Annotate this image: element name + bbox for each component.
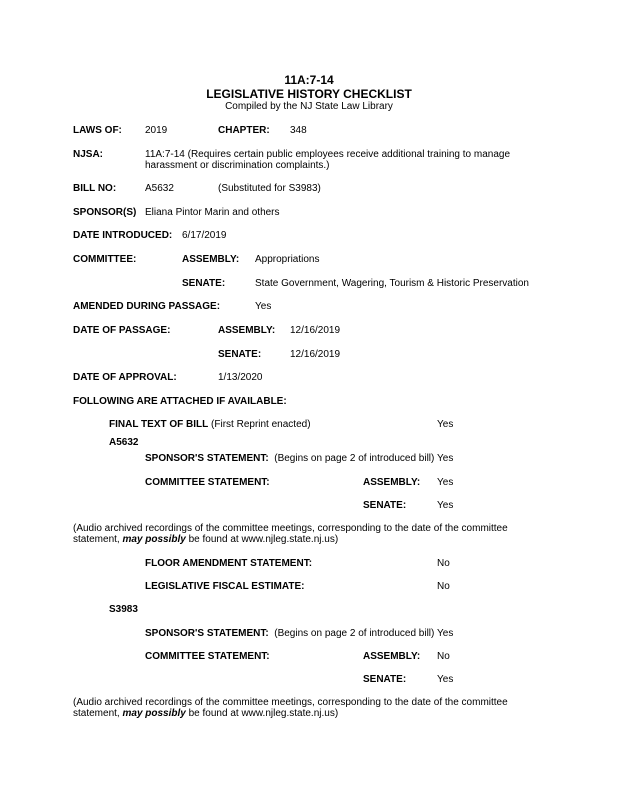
s3983-sponsor-note: (Begins on page 2 of introduced bill)	[274, 628, 435, 639]
a5632-sponsor-label: SPONSOR'S STATEMENT:	[145, 453, 269, 464]
s3983-audio-emphasis: may possibly	[122, 708, 186, 719]
s3983-audio-note-line1: (Audio archived recordings of the committee meetings, corresponding to the date of the committee	[73, 697, 508, 708]
chapter-label: CHAPTER:	[218, 125, 270, 136]
s3983-bill-number: S3983	[109, 604, 138, 615]
a5632-fiscal-value: No	[437, 581, 450, 592]
s3983-committee-senate-label: SENATE:	[363, 674, 407, 685]
a5632-committee-senate-label: SENATE:	[363, 500, 407, 511]
a5632-sponsor-row	[145, 453, 434, 465]
a5632-sponsor-value: Yes	[437, 453, 454, 464]
a5632-floor-value: No	[437, 558, 450, 569]
committee-senate-value: State Government, Wagering, Tourism & Historic Preservation	[255, 278, 529, 289]
njsa-description-line2: harassment or discrimination complaints.)	[145, 160, 330, 171]
s3983-sponsor-value: Yes	[437, 628, 454, 639]
chapter-value: 348	[290, 125, 307, 136]
a5632-fiscal-label: LEGISLATIVE FISCAL ESTIMATE:	[145, 581, 305, 592]
date-introduced-label: DATE INTRODUCED:	[73, 230, 173, 241]
approval-value: 1/13/2020	[218, 372, 263, 383]
a5632-floor-label: FLOOR AMENDMENT STATEMENT:	[145, 558, 313, 569]
a5632-bill-number: A5632	[109, 437, 139, 448]
laws-of-value: 2019	[145, 125, 168, 136]
a5632-audio-note-line1: (Audio archived recordings of the committee meetings, corresponding to the date of the committee	[73, 523, 508, 534]
passage-assembly-label: ASSEMBLY:	[218, 325, 276, 336]
committee-assembly-label: ASSEMBLY:	[182, 254, 240, 265]
final-text-value: Yes	[437, 419, 454, 430]
njsa-description-line1: 11A:7-14 (Requires certain public employees receive additional training to manage	[145, 149, 511, 160]
a5632-sponsor-note: (Begins on page 2 of introduced bill)	[274, 453, 435, 464]
s3983-committee-assembly-label: ASSEMBLY:	[363, 651, 421, 662]
a5632-committee-label: COMMITTEE STATEMENT:	[145, 477, 270, 488]
a5632-committee-senate-value: Yes	[437, 500, 454, 511]
committee-assembly-value: Appropriations	[255, 254, 320, 265]
a5632-audio-post: be found at www.njleg.state.nj.us)	[188, 534, 339, 545]
attached-heading: FOLLOWING ARE ATTACHED IF AVAILABLE:	[73, 396, 287, 407]
approval-label: DATE OF APPROVAL:	[73, 372, 177, 383]
s3983-audio-pre: statement,	[73, 708, 120, 719]
statute-number: 11A:7-14	[284, 73, 334, 87]
a5632-audio-note-line2	[73, 534, 338, 546]
compiled-by: Compiled by the NJ State Law Library	[225, 101, 393, 112]
amended-label: AMENDED DURING PASSAGE:	[73, 301, 221, 312]
committee-senate-label: SENATE:	[182, 278, 226, 289]
bill-no-label: BILL NO:	[73, 183, 117, 194]
s3983-sponsor-label: SPONSOR'S STATEMENT:	[145, 628, 269, 639]
s3983-committee-assembly-value: No	[437, 651, 450, 662]
final-text-label: FINAL TEXT OF BILL	[109, 419, 209, 430]
laws-of-label: LAWS OF:	[73, 125, 122, 136]
date-introduced-value: 6/17/2019	[182, 230, 227, 241]
passage-senate-value: 12/16/2019	[290, 349, 341, 360]
njsa-label: NJSA:	[73, 149, 104, 160]
final-text-note: (First Reprint enacted)	[211, 419, 311, 430]
amended-value: Yes	[255, 301, 272, 312]
document-title: LEGISLATIVE HISTORY CHECKLIST	[206, 87, 412, 101]
s3983-audio-note-line2	[73, 708, 338, 720]
s3983-committee-senate-value: Yes	[437, 674, 454, 685]
a5632-committee-assembly-label: ASSEMBLY:	[363, 477, 421, 488]
bill-substitution-note: (Substituted for S3983)	[218, 183, 321, 194]
final-text-row	[109, 419, 311, 431]
passage-label: DATE OF PASSAGE:	[73, 325, 171, 336]
a5632-audio-emphasis: may possibly	[122, 534, 186, 545]
passage-assembly-value: 12/16/2019	[290, 325, 341, 336]
sponsors-value: Eliana Pintor Marin and others	[145, 207, 280, 218]
committee-label: COMMITTEE:	[73, 254, 137, 265]
bill-no-value: A5632	[145, 183, 174, 194]
passage-senate-label: SENATE:	[218, 349, 262, 360]
s3983-committee-label: COMMITTEE STATEMENT:	[145, 651, 270, 662]
sponsors-label: SPONSOR(S)	[73, 207, 137, 218]
a5632-committee-assembly-value: Yes	[437, 477, 454, 488]
a5632-audio-pre: statement,	[73, 534, 120, 545]
s3983-sponsor-row	[145, 628, 434, 640]
s3983-audio-post: be found at www.njleg.state.nj.us)	[188, 708, 339, 719]
